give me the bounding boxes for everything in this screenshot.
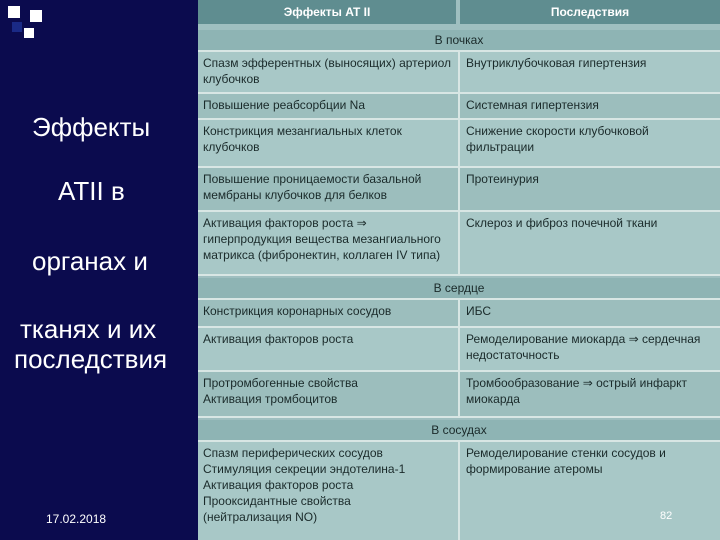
effect-cell: Активация факторов роста [203,332,354,346]
effect-cell: Спазм периферических сосудов Стимуляция секреции эндотелина-1 Активация факторов роста Прооксидантные свойства (нейтрализация NO) [203,446,406,524]
page-number: 82 [660,510,673,522]
table-row [198,94,720,120]
slide-date: 17.02.2018 [46,512,107,526]
effect-cell: Констрикция мезангиальных клеток клубочков [203,124,402,154]
consequence-cell: Снижение скорости клубочковой фильтрации [466,124,649,154]
section-kidneys: В почках [198,30,720,52]
effect-cell: Констрикция коронарных сосудов [203,304,392,318]
table-row [198,328,720,372]
table-row [198,168,720,212]
effect-cell: Протромбогенные свойства Активация тромбоцитов [203,376,358,406]
consequence-cell: Протеинурия [466,172,539,186]
decor-square [30,10,42,22]
table-row [198,212,720,276]
section-vessels: В сосудах [198,420,720,442]
table-header-effects: Эффекты AT II [198,0,456,24]
decor-square [24,28,34,38]
table-row [198,372,720,418]
consequence-cell: Ремоделирование миокарда ⇒ сердечная недостаточность [466,332,701,362]
consequence-cell: Тромбообразование ⇒ острый инфаркт миокарда [466,376,688,406]
effect-cell: Спазм эфферентных (выносящих) артериол клубочков [203,56,451,86]
consequence-cell: Ремоделирование стенки сосудов и формирование атеромы [466,446,666,476]
section-heart: В сердце [198,278,720,300]
effect-cell: Активация факторов роста ⇒ гиперпродукция вещества мезангиального матрикса (фибронектин, коллаген IV типа) [203,216,441,262]
effect-cell: Повышение реабсорбции Na [203,98,366,112]
consequence-cell: ИБС [466,304,492,318]
table-header-consequences: Последствия [460,0,720,24]
table-row [198,442,720,540]
consequence-cell: Склероз и фиброз почечной ткани [466,216,658,230]
slide-title-line: органах и [32,246,148,276]
table-row [198,120,720,168]
consequence-cell: Внутриклубочковая гипертензия [466,56,647,70]
slide-title-line: тканях и их [20,314,157,344]
decor-square [12,22,22,32]
effects-table [198,0,720,540]
slide-title-line: Эффекты [32,112,151,142]
consequence-cell: Системная гипертензия [466,98,599,112]
slide-title-line: последствия [14,344,168,374]
table-row [198,300,720,328]
effect-cell: Повышение проницаемости базальной мембраны клубочков для белков [203,172,422,202]
table-row [198,52,720,94]
decor-square [8,6,20,18]
slide-title-line: ATII в [58,176,125,206]
